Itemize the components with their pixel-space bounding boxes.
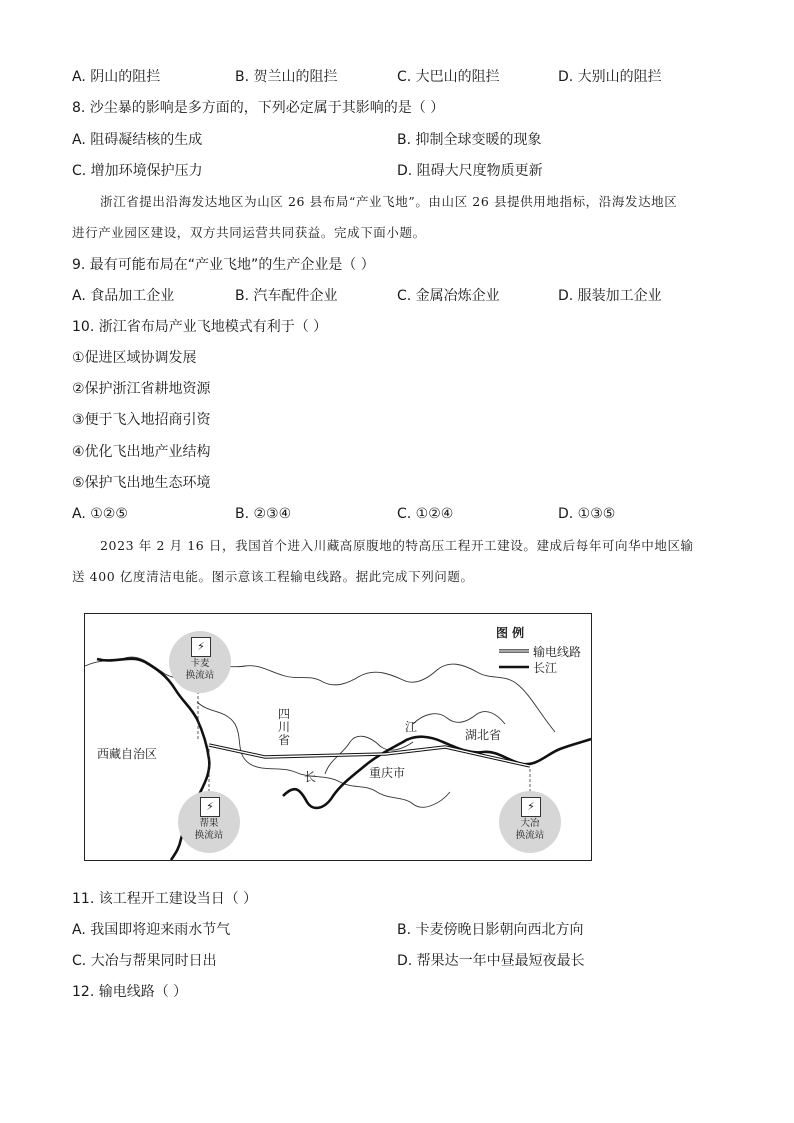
- q9-stem: 9. 最有可能布局在“产业飞地”的生产企业是（ ）: [72, 257, 375, 273]
- q8-option-a: A. 阻碍凝结核的生成: [72, 132, 203, 148]
- q10-option-c: C. ①②④: [397, 506, 454, 522]
- station-kamai: [169, 631, 231, 693]
- passage1-line2: 进行产业园区建设，双方共同运营共同获益。完成下面小题。: [72, 225, 426, 240]
- antenna-icon: ⚡: [191, 637, 211, 657]
- label-sichuan: 四 川 省: [278, 707, 291, 747]
- q10-item-2: ②保护浙江省耕地资源: [72, 381, 211, 397]
- q10-option-a: A. ①②⑤: [72, 506, 128, 522]
- q7-option-a: A. 阴山的阻拦: [72, 69, 161, 85]
- q7-option-c: C. 大巴山的阻拦: [397, 69, 500, 85]
- label-tibet: 西藏自治区: [97, 747, 158, 761]
- legend-title: 图 例: [496, 626, 525, 640]
- q9-option-a: A. 食品加工企业: [72, 288, 175, 304]
- station-bangguo: [178, 791, 240, 853]
- antenna-icon: ⚡: [521, 797, 541, 817]
- q11-option-b: B. 卡麦傍晚日影朝向西北方向: [397, 922, 584, 938]
- q10-option-d: D. ①③⑤: [558, 506, 616, 522]
- hubei-border: [413, 712, 505, 724]
- q11-stem: 11. 该工程开工建设当日（ ）: [72, 891, 258, 907]
- q12-stem: 12. 输电线路（ ）: [72, 984, 188, 1000]
- q11-option-c: C. 大冶与帮果同时日出: [72, 953, 217, 969]
- q8-option-b: B. 抑制全球变暖的现象: [397, 132, 542, 148]
- q10-item-1: ①促进区域协调发展: [72, 350, 197, 366]
- label-jiang: 江: [405, 720, 418, 734]
- q10-item-4: ④优化飞出地产业结构: [72, 444, 211, 460]
- station-daye: [499, 791, 561, 853]
- q8-stem: 8. 沙尘暴的影响是多方面的，下列必定属于其影响的是（ ）: [72, 100, 445, 116]
- legend-transmission-label: 输电线路: [533, 645, 582, 659]
- q8-option-c: C. 增加环境保护压力: [72, 163, 203, 179]
- label-chongqing: 重庆市: [369, 766, 406, 780]
- q10-item-5: ⑤保护飞出地生态环境: [72, 475, 211, 491]
- transmission-line-map: [84, 613, 592, 861]
- q7-option-b: B. 贺兰山的阻拦: [235, 69, 338, 85]
- passage2-line1: 2023 年 2 月 16 日，我国首个进入川藏高原腹地的特高压工程开工建设。建成后每年可向华中地区输: [100, 538, 694, 553]
- q8-option-d: D. 阻碍大尺度物质更新: [397, 163, 543, 179]
- q10-option-b: B. ②③④: [235, 506, 292, 522]
- q7-option-d: D. 大别山的阻拦: [558, 69, 662, 85]
- antenna-icon: ⚡: [200, 797, 220, 817]
- passage2-line2: 送 400 亿度清洁电能。图示意该工程输电线路。据此完成下列问题。: [72, 569, 474, 584]
- q11-option-d: D. 帮果达一年中昼最短夜最长: [397, 953, 585, 969]
- station-bangguo-name: 帮果 换流站: [194, 818, 224, 841]
- q10-item-3: ③便于飞入地招商引资: [72, 412, 211, 428]
- q10-stem: 10. 浙江省布局产业飞地模式有利于（ ）: [72, 319, 328, 335]
- q9-option-c: C. 金属冶炼企业: [397, 288, 500, 304]
- station-kamai-name: 卡麦 换流站: [185, 658, 215, 681]
- q9-option-b: B. 汽车配件企业: [235, 288, 338, 304]
- label-chang: 长: [304, 770, 317, 784]
- legend-yangtze-label: 长江: [533, 661, 558, 675]
- passage1-line1: 浙江省提出沿海发达地区为山区 26 县布局“产业飞地”。由山区 26 县提供用地指标，沿海发达地区: [100, 194, 678, 209]
- label-hubei: 湖北省: [465, 728, 502, 742]
- q9-option-d: D. 服装加工企业: [558, 288, 662, 304]
- station-daye-name: 大冶 换流站: [515, 818, 545, 841]
- q11-option-a: A. 我国即将迎来雨水节气: [72, 922, 231, 938]
